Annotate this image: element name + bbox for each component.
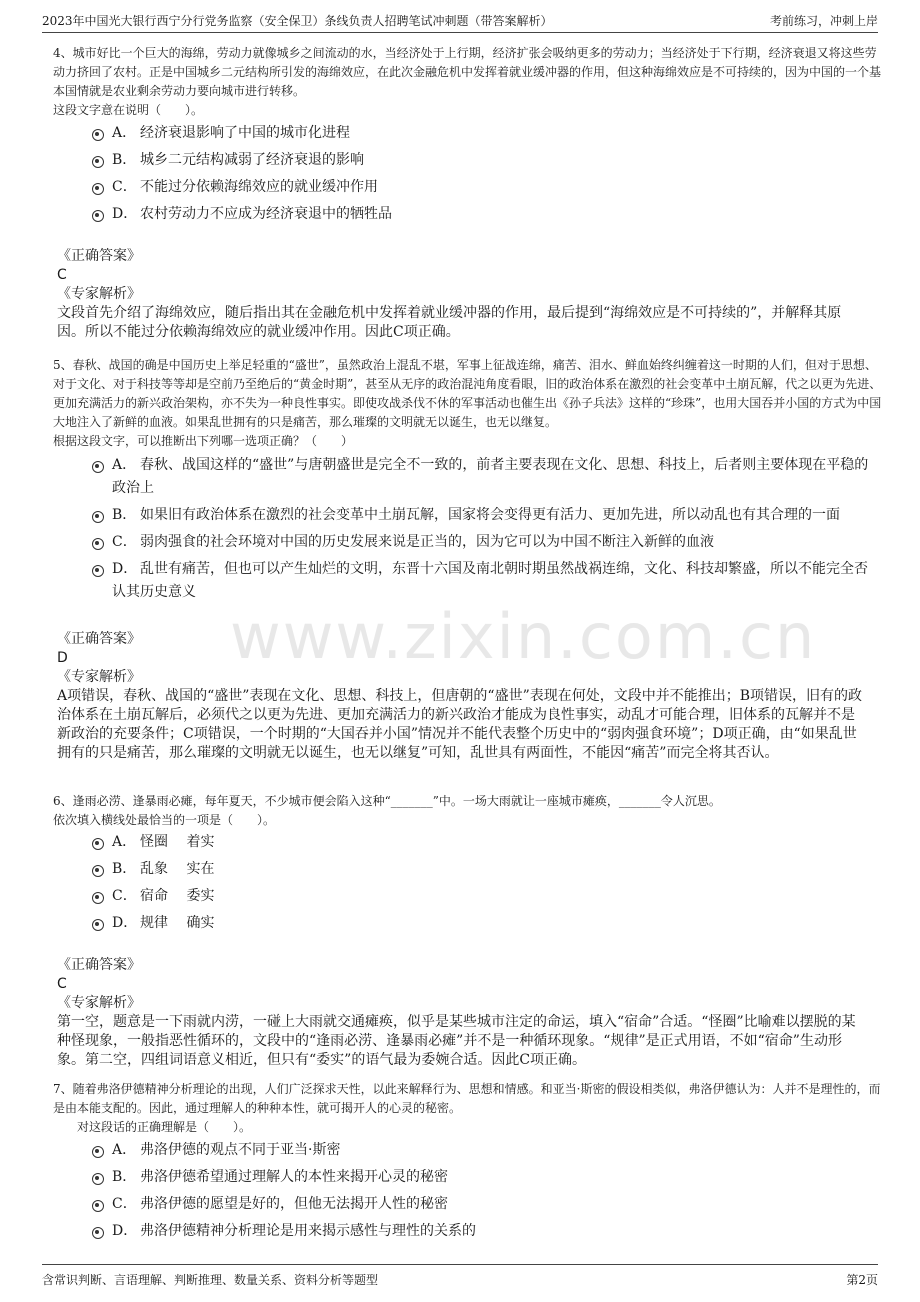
analysis-text: 第一空，题意是一下雨就内涝，一碰上大雨就交通瘫痪，似乎是某些城市注定的命运，填入“宿命”合适。“怪圈”比喻难以摆脱的某种怪现象，一般指恶性循环的，文段中的“逢雨必涝、逢暴雨必瘫”并不是一种循环现象。“规律”是正式用语，不如“宿命”生动形象。第二空，四组词语意义相近，但只有“委实”的语气最为委婉合适。因此C项正确。 [57, 1014, 856, 1068]
option-b[interactable]: B． 乱象 实在 [92, 858, 872, 881]
question-6-answer [57, 956, 867, 1070]
question-5-answer [57, 630, 867, 763]
option-a[interactable]: A． 弗洛伊德的观点不同于亚当·斯密 [92, 1139, 872, 1162]
option-c[interactable]: C． 不能过分依赖海绵效应的就业缓冲作用 [92, 176, 872, 199]
option-d[interactable]: D． 弗洛伊德精神分析理论是用来揭示感性与理性的关系的 [92, 1220, 872, 1243]
analysis-label: 《专家解析》 [57, 286, 141, 302]
analysis-text: A项错误，春秋、战国的“盛世”表现在文化、思想、科技上，但唐朝的“盛世”表现在何处，文段中并不能推出；B项错误，旧有的政治体系在土崩瓦解后，必须代之以更为先进、更加充满活力的新兴政治才能成为良性事实，动乱才可能合理，旧体系的瓦解并不是新政治的充要条件；C项错误，一个时期的“大国吞并小国”情况并不能代表整个历史中的“弱肉强食环境”；D项正确，由“如果乱世拥有的只是痛苦，那么璀璨的文明就无以诞生，也无以继复”可知，乱世具有两面性，不能因“痛苦”而完全将其否认。 [57, 688, 863, 761]
radio-icon[interactable] [92, 1173, 104, 1185]
question-4-options [92, 122, 872, 230]
option-d[interactable]: D． 农村劳动力不应成为经济衰退中的牺牲品 [92, 203, 872, 226]
document-title: 2023年中国光大银行西宁分行党务监察（安全保卫）条线负责人招聘笔试冲刺题（带答案解析） [42, 14, 553, 28]
option-b[interactable]: B． 弗洛伊德希望通过理解人的本性来揭开心灵的秘密 [92, 1166, 872, 1189]
radio-icon[interactable] [92, 919, 104, 931]
radio-icon[interactable] [92, 565, 104, 577]
page-footer [42, 1264, 878, 1291]
option-a[interactable]: A． 春秋、战国这样的“盛世”与唐朝盛世是完全不一致的，前者主要表现在文化、思想、科技上，后者则主要体现在平稳的政治上 [92, 454, 872, 500]
question-5-options [92, 454, 872, 608]
option-d[interactable]: D． 乱世有痛苦，但也可以产生灿烂的文明，东晋十六国及南北朝时期虽然战祸连绵，文化、科技却繁盛，所以不能完全否认其历史意义 [92, 558, 872, 604]
question-stem: 4、城市好比一个巨大的海绵，劳动力就像城乡之间流动的水，当经济处于上行期，经济扩张会吸纳更多的劳动力；当经济处于下行期，经济衰退又将这些劳动力挤回了农村。正是中国城乡二元结构所引发的海绵效应，在此次金融危机中发挥着就业缓冲器的作用，但这种海绵效应是不可持续的，因为中国的一个基本国情就是农业剩余劳动力要向城市进行转移。 [53, 46, 882, 98]
option-c[interactable]: C． 弗洛伊德的愿望是好的，但他无法揭开人性的秘密 [92, 1193, 872, 1216]
header-slogan: 考前练习，冲刺上岸 [769, 14, 878, 28]
question-5-stem-block [53, 356, 888, 451]
question-prompt: 依次填入横线处最恰当的一项是（ ）。 [53, 813, 276, 827]
question-6-stem-block [53, 792, 888, 830]
option-b[interactable]: B． 如果旧有政治体系在激烈的社会变革中土崩瓦解，国家将会变得更有活力、更加先进，所以动乱也有其合理的一面 [92, 504, 872, 527]
radio-icon[interactable] [92, 210, 104, 222]
radio-icon[interactable] [92, 511, 104, 523]
footer-description: 含常识判断、言语理解、判断推理、数量关系、资料分析等题型 [42, 1273, 379, 1287]
radio-icon[interactable] [92, 183, 104, 195]
page-number: 第2页 [846, 1273, 878, 1287]
question-7-stem-block [53, 1080, 888, 1137]
analysis-label: 《专家解析》 [57, 669, 141, 685]
watermark-text: www.zixin.com.cn [230, 600, 817, 673]
question-4-stem-block [53, 44, 888, 120]
radio-icon[interactable] [92, 1200, 104, 1212]
radio-icon[interactable] [92, 892, 104, 904]
radio-icon[interactable] [92, 129, 104, 141]
radio-icon[interactable] [92, 461, 104, 473]
option-c[interactable]: C． 宿命 委实 [92, 885, 872, 908]
option-a[interactable]: A． 经济衰退影响了中国的城市化进程 [92, 122, 872, 145]
radio-icon[interactable] [92, 1227, 104, 1239]
question-stem: 7、随着弗洛伊德精神分析理论的出现，人们广泛探求天性，以此来解释行为、思想和情感。和亚当·斯密的假设相类似，弗洛伊德认为：人并不是理性的，而是由本能支配的。因此，通过理解人的种种本性，就可揭开人的心灵的秘密。 [53, 1082, 881, 1115]
option-c[interactable]: C． 弱肉强食的社会环境对中国的历史发展来说是正当的，因为它可以为中国不断注入新鲜的血液 [92, 531, 872, 554]
answer-value: C [57, 267, 67, 283]
option-b[interactable]: B． 城乡二元结构减弱了经济衰退的影响 [92, 149, 872, 172]
question-stem: 6、逢雨必涝、逢暴雨必瘫，每年夏天，不少城市便会陷入这种“_______”中。一场大雨就让一座城市瘫痪，_______令人沉思。 [53, 794, 721, 808]
page-header [42, 10, 878, 33]
answer-label: 《正确答案》 [57, 248, 141, 264]
answer-label: 《正确答案》 [57, 957, 141, 973]
question-7-options [92, 1139, 872, 1247]
radio-icon[interactable] [92, 156, 104, 168]
question-prompt: 对这段话的正确理解是（ ）。 [77, 1120, 252, 1134]
question-4-answer [57, 247, 867, 342]
radio-icon[interactable] [92, 538, 104, 550]
answer-label: 《正确答案》 [57, 631, 141, 647]
radio-icon[interactable] [92, 865, 104, 877]
question-stem: 5、春秋、战国的确是中国历史上举足轻重的“盛世”，虽然政治上混乱不堪，军事上征战连绵，痛苦、泪水、鲜血始终纠缠着这一时期的人们，但对于思想、对于文化、对于科技等等却是空前乃至绝后的“黄金时期”，甚至从无序的政治混沌角度看眼，旧的政治体系在激烈的社会变革中土崩瓦解，代之以更为先进、更加充满活力的新兴政治架构，亦不失为一种良性事实。即使攻战杀伐不休的军事活动也催生出《孙子兵法》这样的“珍珠”，也用大国吞并小国的方式为中国大地注入了新鲜的血液。如果乱世拥有的只是痛苦，那么璀璨的文明就无以诞生，也无以继复。 [53, 358, 882, 429]
option-a[interactable]: A． 怪圈 着实 [92, 831, 872, 854]
radio-icon[interactable] [92, 838, 104, 850]
question-prompt: 根据这段文字，可以推断出下列哪一选项正确？（ ） [53, 434, 354, 448]
question-prompt: 这段文字意在说明（ ）。 [53, 103, 204, 117]
analysis-label: 《专家解析》 [57, 995, 141, 1011]
option-d[interactable]: D． 规律 确实 [92, 912, 872, 935]
answer-value: C [57, 976, 67, 992]
question-6-options [92, 831, 872, 939]
analysis-text: 文段首先介绍了海绵效应，随后指出其在金融危机中发挥着就业缓冲器的作用，最后提到“海绵效应是不可持续的”，并解释其原因。所以不能过分依赖海绵效应的就业缓冲作用。因此C项正确。 [57, 305, 842, 340]
radio-icon[interactable] [92, 1146, 104, 1158]
answer-value: D [57, 650, 68, 666]
